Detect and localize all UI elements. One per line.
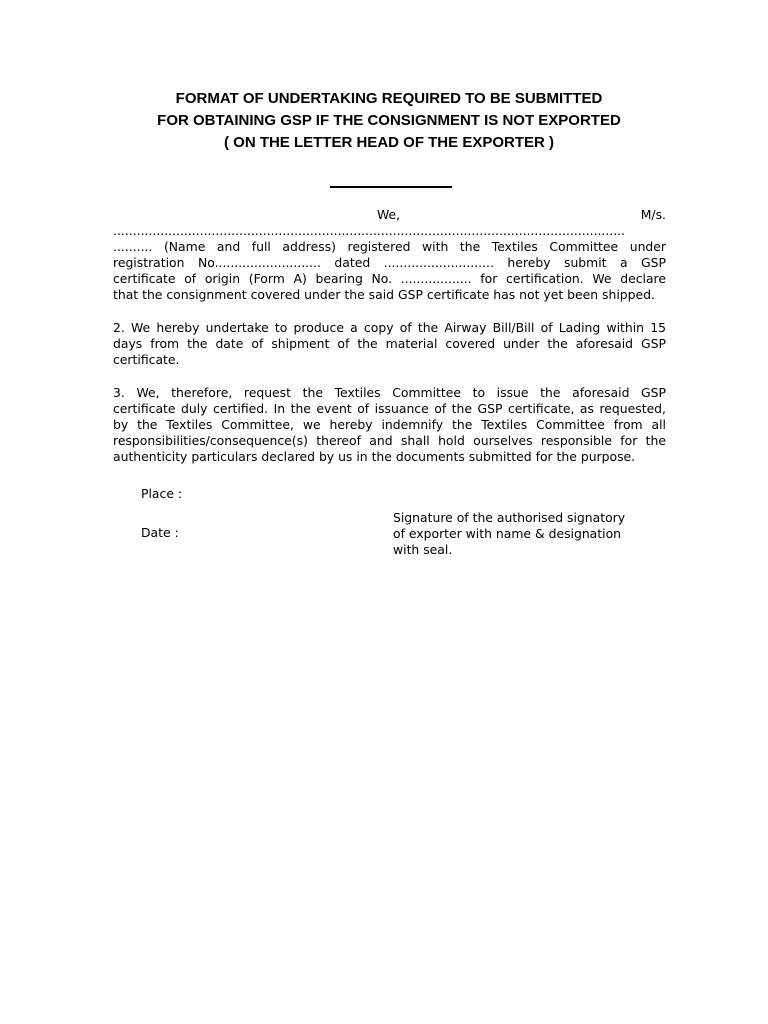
paragraph-3-line-5: authenticity particulars declared by us in the documents submitted for the purpose.: [113, 449, 636, 464]
document-title: [100, 88, 678, 154]
signature-line-1: Signature of the authorised signatory: [393, 510, 626, 525]
paragraph-1: [113, 207, 666, 303]
paragraph-3: [113, 385, 666, 465]
paragraph-2-line-1: 2. We hereby undertake to produce a copy of the Airway Bill/Bill of Lading within 15: [113, 320, 666, 335]
paragraph-1-line-3: .......... (Name and full address) registered with the Textiles Committee under: [113, 239, 666, 254]
place-label: Place :: [141, 486, 183, 501]
paragraph-3-line-4: responsibilities/consequence(s) thereof and shall hold ourselves responsible for the: [113, 433, 666, 448]
paragraph-1-line-4: registration No........................... dated ............................ hereby submit a GSP: [113, 255, 666, 270]
signature-line-3: with seal.: [393, 542, 453, 557]
paragraph-3-line-1: 3. We, therefore, request the Textiles Committee to issue the aforesaid GSP: [113, 385, 666, 400]
title-line-2: FOR OBTAINING GSP IF THE CONSIGNMENT IS NOT EXPORTED: [157, 112, 621, 129]
paragraph-1-line-2: ..................................................................................................................................: [113, 223, 626, 238]
date-label: Date :: [141, 525, 179, 540]
paragraph-3-line-2: certificate duly certified. In the event of issuance of the GSP certificate, as requested,: [113, 401, 666, 416]
title-line-1: FORMAT OF UNDERTAKING REQUIRED TO BE SUBMITTED: [175, 90, 603, 107]
paragraph-1-line-5: certificate of origin (Form A) bearing No. .................. for certification. We declare: [113, 271, 666, 286]
paragraph-2-line-2: days from the date of shipment of the material covered under the aforesaid GSP: [113, 336, 666, 351]
paragraph-3-line-3: by the Textiles Committee, we hereby indemnify the Textiles Committee from all: [113, 417, 666, 432]
paragraph-1-line-6: that the consignment covered under the said GSP certificate has not yet been shipped.: [113, 287, 655, 302]
paragraph-1-line-1: [113, 207, 666, 223]
paragraph-2: [113, 320, 666, 368]
title-line-3: ( ON THE LETTER HEAD OF THE EXPORTER ): [223, 134, 554, 151]
signature-rule-divider: [330, 186, 452, 188]
signature-block: [393, 510, 653, 558]
paragraph-2-line-3: certificate.: [113, 352, 180, 367]
ms-label: M/s.: [640, 207, 666, 222]
signature-line-2: of exporter with name & designation: [393, 526, 622, 541]
we-label: We,: [377, 207, 401, 222]
